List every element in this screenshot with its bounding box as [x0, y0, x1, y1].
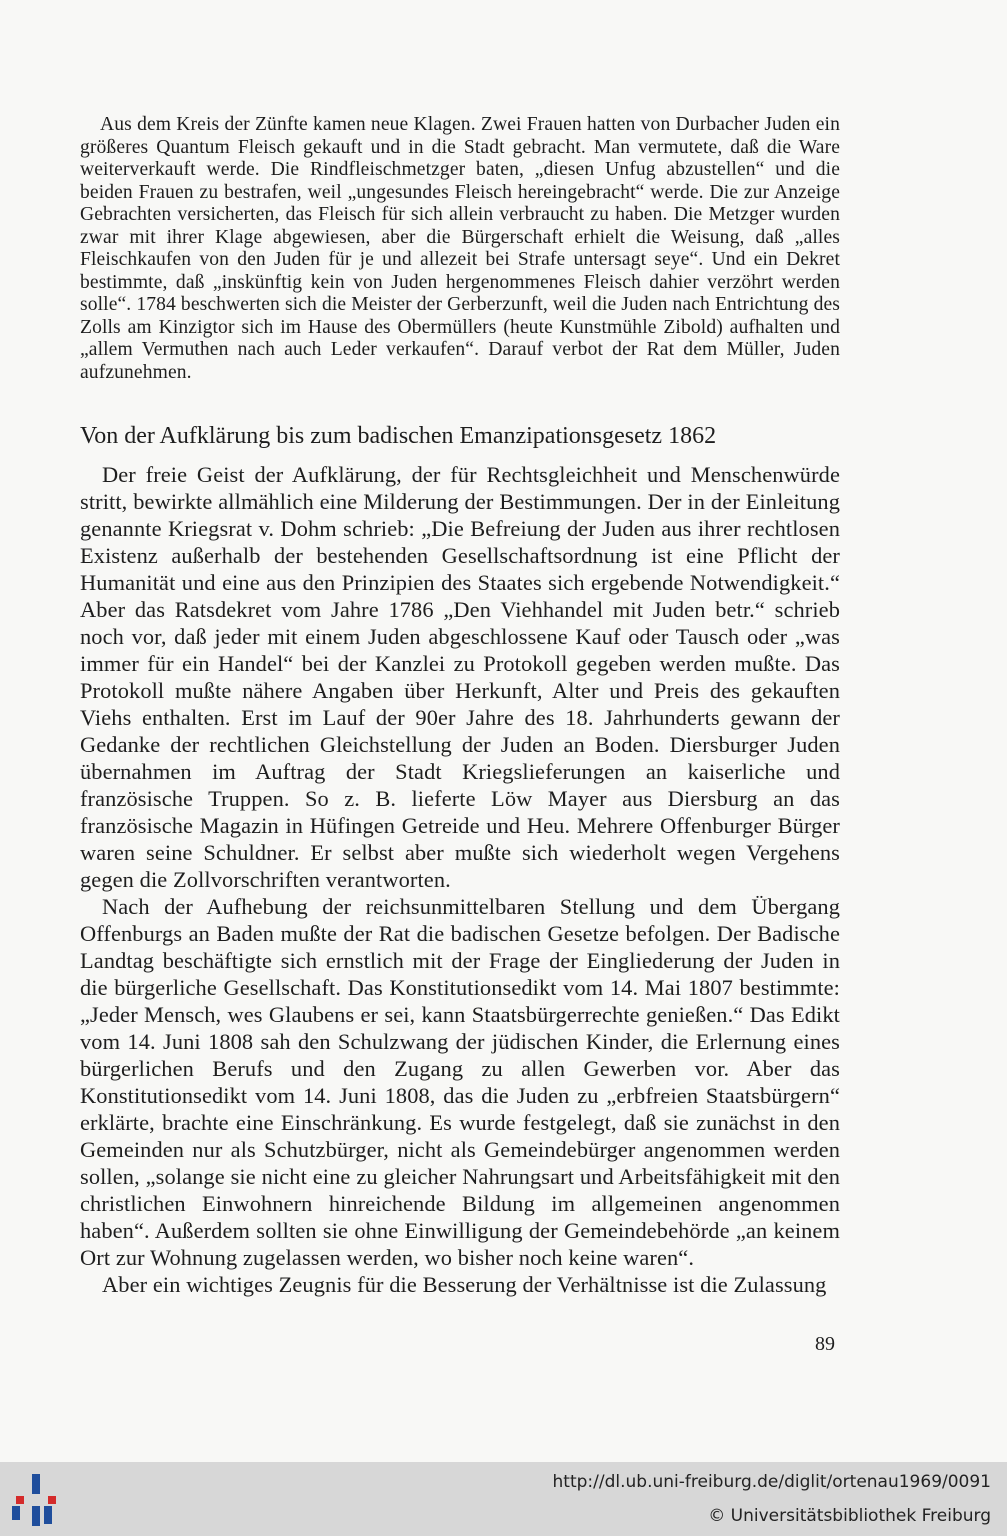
main-text-block: [80, 461, 840, 1298]
copyright-notice: © Universitätsbibliothek Freiburg: [708, 1506, 991, 1526]
footer-bar: [0, 1462, 1007, 1536]
ub-freiburg-logo-icon: [10, 1472, 66, 1528]
page-number: 89: [815, 1333, 835, 1355]
intro-paragraph: Aus dem Kreis der Zünfte kamen neue Klagen. Zwei Frauen hatten von Durbacher Juden ein größeres Quantum Fleisch gekauft und in die Stadt gebracht. Man vermutete, daß die Ware weiterverkauft werde. Die Rindfleischmetzger baten, „diesen Unfug abzustellen“ und die beiden Frauen zu bestrafen, weil „ungesundes Fleisch hereingebracht“ werde. Die zur Anzeige Gebrachten versicherten, das Fleisch für sich allein verbraucht zu haben. Die Metzger wurden zwar mit ihrer Klage abgewiesen, aber die Bürgerschaft erhielt die Weisung, daß „alles Fleischkaufen von den Juden für je und allezeit bei Strafe untersagt seye“. Und ein Dekret bestimmte, daß „inskünftig kein von Juden hergenommenes Fleisch dahier verzöhrt werden solle“. 1784 beschwerten sich die Meister der Gerberzunft, weil die Juden nach Entrichtung des Zolls am Kinzigtor sich im Hause des Obermüllers (heute Kunstmühle Zibold) aufhalten und „allem Vermuthen nach auch Leder verkaufen“. Darauf verbot der Rat dem Müller, Juden aufzunehmen.: [80, 114, 840, 383]
body-paragraph-2: Nach der Aufhebung der reichsunmittelbaren Stellung und dem Übergang Offenburgs an Baden mußte der Rat die badischen Gesetze befolgen. Der Badische Landtag beschäftigte sich ernstlich mit der Frage der Eingliederung der Juden in die bürgerliche Gesellschaft. Das Konstitutionsedikt vom 14. Mai 1807 bestimmte: „Jeder Mensch, wes Glaubens er sei, kann Staatsbürgerrechte genießen.“ Das Edikt vom 14. Juni 1808 sah den Schulzwang der jüdischen Kinder, die Erlernung eines bürgerlichen Berufs und den Zugang zu allen Gewerben vor. Aber das Konstitutionsedikt vom 14. Juni 1808, das die Juden zu „erbfreien Staatsbürgern“ erklärte, brachte eine Einschränkung. Es wurde festgelegt, daß sie zunächst in den Gemeinden nur als Schutzbürger, nicht als Gemeindebürger angenommen werden sollen, „solange sie nicht eine zu gleicher Nahrungsart und Arbeitsfähigkeit mit den christlichen Einwohnern hinreichende Bildung im allgemeinen angenommen haben“. Außerdem sollten sie ohne Einwilligung der Gemeindebehörde „an keinem Ort zur Wohnung zugelassen werden, wo bisher noch keine waren“.: [80, 894, 840, 1270]
body-paragraph-3: Aber ein wichtiges Zeugnis für die Besserung der Verhältnisse ist die Zulassung: [102, 1272, 827, 1297]
section-heading: Von der Aufklärung bis zum badischen Emanzipationsgesetz 1862: [80, 423, 717, 449]
intro-text-block: [80, 114, 840, 384]
body-paragraph-1: Der freie Geist der Aufklärung, der für Rechtsgleichheit und Menschenwürde stritt, bewirkte allmählich eine Milderung der Bestimmungen. Der in der Einleitung genannte Kriegsrat v. Dohm schrieb: „Die Befreiung der Juden aus ihrer rechtlosen Existenz außerhalb der bestehenden Gesellschaftsordnung ist eine Pflicht der Humanität und eine aus den Prinzipien des Staates sich ergebende Notwendigkeit.“ Aber das Ratsdekret vom Jahre 1786 „Den Viehhandel mit Juden betr.“ schrieb noch vor, daß jeder mit einem Juden abgeschlossene Kauf oder Tausch oder „was immer für ein Handel“ bei der Kanzlei zu Protokoll gegeben werden mußte. Das Protokoll mußte nähere Angaben über Herkunft, Alter und Preis des gekauften Viehs enthalten. Erst im Lauf der 90er Jahre des 18. Jahrhunderts gewann der Gedanke der rechtlichen Gleichstellung der Juden an Boden. Diersburger Juden übernahmen im Auftrag der Stadt Kriegslieferungen an kaiserliche und französische Truppen. So z. B. lieferte Löw Mayer aus Diersburg an das französische Magazin in Hüfingen Getreide und Heu. Mehrere Offenburger Bürger waren seine Schuldner. Er selbst aber mußte sich wiederholt wegen Vergehens gegen die Zollvorschriften verantworten.: [80, 462, 840, 892]
permalink-url[interactable]: http://dl.ub.uni-freiburg.de/diglit/ortenau1969/0091: [552, 1472, 991, 1492]
